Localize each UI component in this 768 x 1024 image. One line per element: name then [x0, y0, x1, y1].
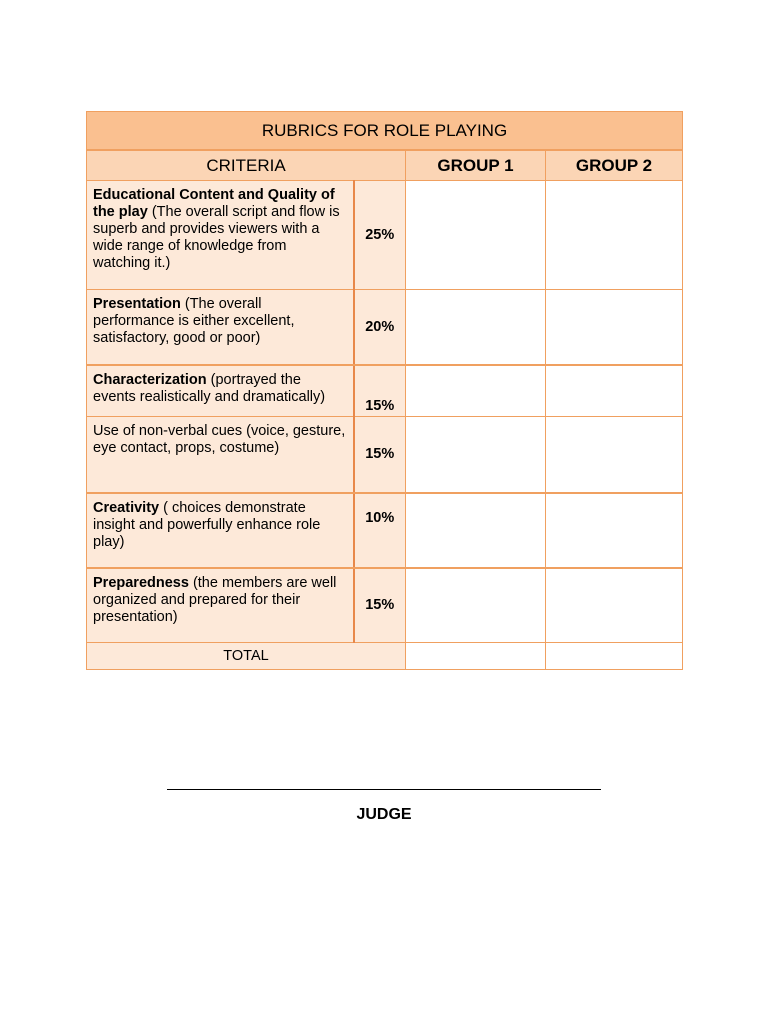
- criteria-name: Educational Content and Quality of the play: [93, 187, 335, 220]
- table-row: [87, 365, 683, 417]
- header-row: [87, 150, 683, 181]
- criteria-description: [87, 417, 354, 493]
- rubric-table: [86, 111, 683, 670]
- criteria-weight: 15%: [354, 568, 406, 643]
- criteria-name: Presentation: [93, 296, 181, 312]
- criteria-weight: 25%: [354, 181, 406, 290]
- group2-score-cell: [546, 568, 683, 643]
- criteria-weight: 15%: [354, 417, 406, 493]
- group2-header: GROUP 2: [546, 150, 683, 181]
- group2-score-cell: [546, 417, 683, 493]
- criteria-name: Characterization: [93, 371, 207, 388]
- group2-score-cell: [546, 181, 683, 290]
- criteria-weight: 15%: [354, 365, 406, 417]
- criteria-weight: 20%: [354, 290, 406, 365]
- signature-line: [167, 789, 601, 790]
- criteria-detail: Use of non-verbal cues (voice, gesture, eye contact, props, costume): [93, 423, 346, 456]
- group2-score-cell: [546, 365, 683, 417]
- criteria-description: [87, 181, 354, 290]
- criteria-weight: 10%: [354, 493, 406, 568]
- judge-label: JUDGE: [356, 806, 412, 823]
- group2-score-cell: [546, 493, 683, 568]
- criteria-detail: (The overall script and flow is superb and provides viewers with a wide range of knowledge from watching it.): [93, 204, 340, 271]
- criteria-detail: (portrayed the events realistically and dramatically): [93, 371, 326, 405]
- group1-score-cell: [406, 417, 546, 493]
- total-label: TOTAL: [87, 643, 406, 670]
- total-row: [87, 643, 683, 670]
- group2-score-cell: [546, 290, 683, 365]
- criteria-description: [87, 568, 354, 643]
- criteria-header: CRITERIA: [87, 150, 406, 181]
- group2-total-cell: [546, 643, 683, 670]
- group1-score-cell: [406, 568, 546, 643]
- criteria-description: [87, 365, 354, 417]
- criteria-name: Preparedness: [93, 574, 189, 591]
- criteria-name: Creativity: [93, 499, 160, 516]
- criteria-description: [87, 290, 354, 365]
- group1-score-cell: [406, 181, 546, 290]
- criteria-detail: (the members are well organized and prepared for their presentation): [93, 574, 337, 625]
- group1-total-cell: [406, 643, 546, 670]
- table-row: [87, 568, 683, 643]
- criteria-detail: ( choices demonstrate insight and powerfully enhance role play): [93, 499, 321, 550]
- table-title: RUBRICS FOR ROLE PLAYING: [87, 112, 683, 151]
- group1-score-cell: [406, 365, 546, 417]
- table-row: [87, 493, 683, 568]
- group1-score-cell: [406, 290, 546, 365]
- group1-header: GROUP 1: [406, 150, 546, 181]
- table-row: [87, 417, 683, 493]
- title-row: [87, 112, 683, 151]
- group1-score-cell: [406, 493, 546, 568]
- criteria-description: [87, 493, 354, 568]
- criteria-detail: (The overall performance is either excellent, satisfactory, good or poor): [93, 296, 295, 346]
- table-row: [87, 290, 683, 365]
- table-row: [87, 181, 683, 290]
